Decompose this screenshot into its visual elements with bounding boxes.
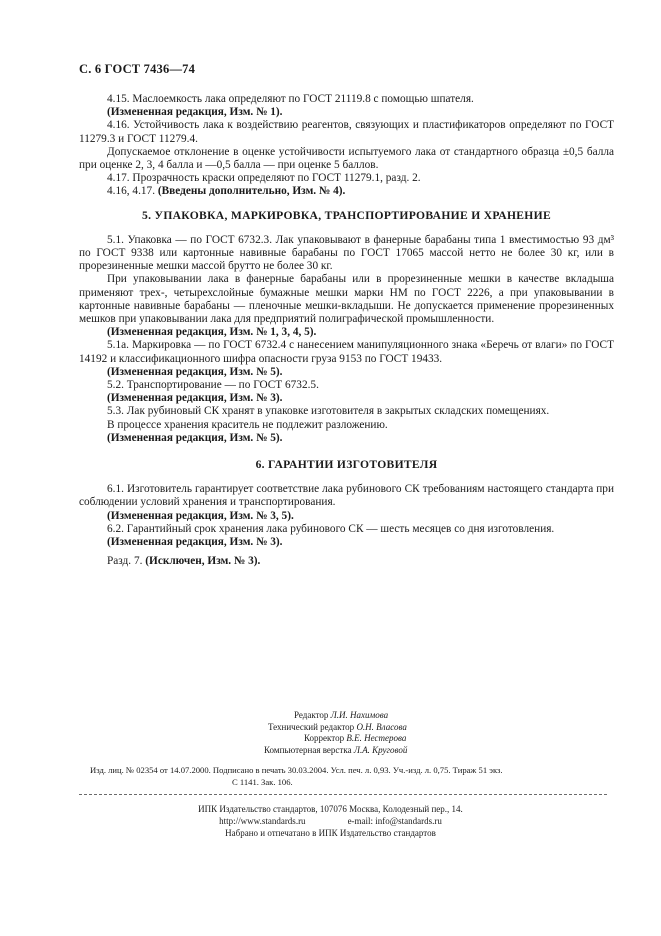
staff-technical-editor (264, 722, 407, 734)
staff-proofreader (264, 733, 407, 745)
staff-role: Технический редактор (268, 721, 355, 732)
document-body (79, 93, 614, 569)
staff-name: Л.А. Круговой (353, 744, 408, 755)
clause-5-3-storage: В процессе хранения краситель не подлежит разложению. (107, 418, 388, 431)
clause-4-17: 4.17. Прозрачность краски определяют по ГОСТ 11279.1, разд. 2. (107, 172, 421, 185)
clause-5-1: 5.1. Упаковка — по ГОСТ 6732.3. Лак упаковывают в фанерные барабаны типа 1 вместимостью 93 дм³ по ГОСТ 9338 или картонные навивные барабаны по ГОСТ 17065 массой нетто не более 30 кг, или в прорезиненные мешки массой брутто не более 30 кг. (79, 233, 614, 273)
clause-6-2: 6.2. Гарантийный срок хранения лака рубинового СК — шесть месяцев со дня изготовления. (107, 522, 555, 535)
staff-name: О.Н. Власова (356, 721, 407, 732)
introduction-note-prefix: 4.16, 4.17. (107, 185, 156, 198)
publisher-info (0, 803, 661, 839)
section-7-note (79, 555, 614, 568)
revision-note-4-15: (Измененная редакция, Изм. № 1). (107, 106, 283, 119)
page-header: С. 6 ГОСТ 7436—74 (79, 62, 196, 76)
publisher-contacts (0, 815, 661, 827)
introduction-note-text: (Введены дополнительно, Изм. № 4). (157, 185, 346, 198)
revision-note-5-1a: (Измененная редакция, Изм. № 5). (107, 365, 283, 378)
imprint-line-1: Изд. лиц. № 02354 от 14.07.2000. Подписано в печать 30.03.2004. Усл. печ. л. 0,93. Уч.-изд. л. 0,75. Тираж 51 экз. (90, 765, 503, 775)
publisher-printed-note: Набрано и отпечатано в ИПК Издательство стандартов (225, 828, 436, 838)
clause-4-16-tolerance: Допускаемое отклонение в оценке устойчивости испытуемого лака от стандартного образца ±0,5 балла при оценке 2, 3, 4 балла и —0,5 балла — при оценке 5 баллов. (79, 145, 614, 172)
publisher-email: e-mail: info@standards.ru (347, 816, 442, 826)
clause-4-15: 4.15. Маслоемкость лака определяют по ГОСТ 21119.8 с помощью шпателя. (107, 93, 474, 105)
clause-5-2: 5.2. Транспортирование — по ГОСТ 6732.5. (107, 379, 319, 392)
revision-note-5-1: (Измененная редакция, Изм. № 1, 3, 4, 5). (107, 326, 317, 339)
section-6-heading: 6. ГАРАНТИИ ИЗГОТОВИТЕЛЯ (255, 458, 438, 472)
publisher-website: http://www.standards.ru (219, 816, 306, 826)
clause-5-3: 5.3. Лак рубиновый СК хранят в упаковке изготовителя в закрытых складских помещениях. (107, 405, 550, 418)
imprint-line-2: С 1141. Зак. 106. (232, 777, 293, 787)
introduction-note-4-16-4-17 (79, 185, 614, 198)
revision-note-5-3: (Измененная редакция, Изм. № 5). (107, 431, 283, 444)
staff-role: Компьютерная верстка (264, 744, 352, 755)
clause-5-1-liners: При упаковывании лака в фанерные барабаны или в прорезиненные мешки в качестве вкладыша применяют трех-, четырехслойные бумажные мешки марки НМ по ГОСТ 2226, а при упаковывании в картонные навивные барабаны — пленочные мешки-вкладыши. Не допускается применение прорезиненных мешков при упаковывании лака для предприятий полиграфической промышленности. (79, 273, 614, 326)
clause-4-16: 4.16. Устойчивость лака к воздействию реагентов, связующих и пластификаторов определяют по ГОСТ 11279.3 и ГОСТ 11279.4. (79, 119, 614, 145)
staff-name: В.Е. Нестерова (346, 733, 407, 744)
publisher-address: ИПК Издательство стандартов, 107076 Москва, Колодезный пер., 14. (198, 804, 463, 814)
staff-role: Корректор (304, 733, 345, 744)
section-7-excluded: (Исключен, Изм. № 3). (145, 555, 261, 568)
revision-note-6-1: (Измененная редакция, Изм. № 3, 5). (107, 509, 294, 522)
clause-5-1a: 5.1а. Маркировка — по ГОСТ 6732.4 с нанесением манипуляционного знака «Беречь от влаги» по ГОСТ 14192 и классификационного шифра опасности груза 9153 по ГОСТ 19433. (79, 339, 614, 365)
staff-layout (264, 745, 407, 757)
section-5-heading: 5. УПАКОВКА, МАРКИРОВКА, ТРАНСПОРТИРОВАНИЕ И ХРАНЕНИЕ (142, 208, 551, 222)
section-7-prefix: Разд. 7. (107, 555, 143, 568)
revision-note-6-2: (Измененная редакция, Изм. № 3). (107, 536, 283, 549)
editorial-staff (264, 710, 407, 756)
staff-role: Редактор (294, 710, 329, 720)
revision-note-5-2: (Измененная редакция, Изм. № 3). (107, 392, 283, 405)
clause-6-1: 6.1. Изготовитель гарантирует соответствие лака рубинового СК требованиям настоящего стандарта при соблюдении условий хранения и транспортирования. (79, 483, 614, 509)
footer-divider (79, 794, 607, 795)
staff-editor (264, 710, 407, 722)
staff-name: Л.И. Нахимова (330, 710, 389, 720)
publication-imprint (90, 764, 625, 788)
